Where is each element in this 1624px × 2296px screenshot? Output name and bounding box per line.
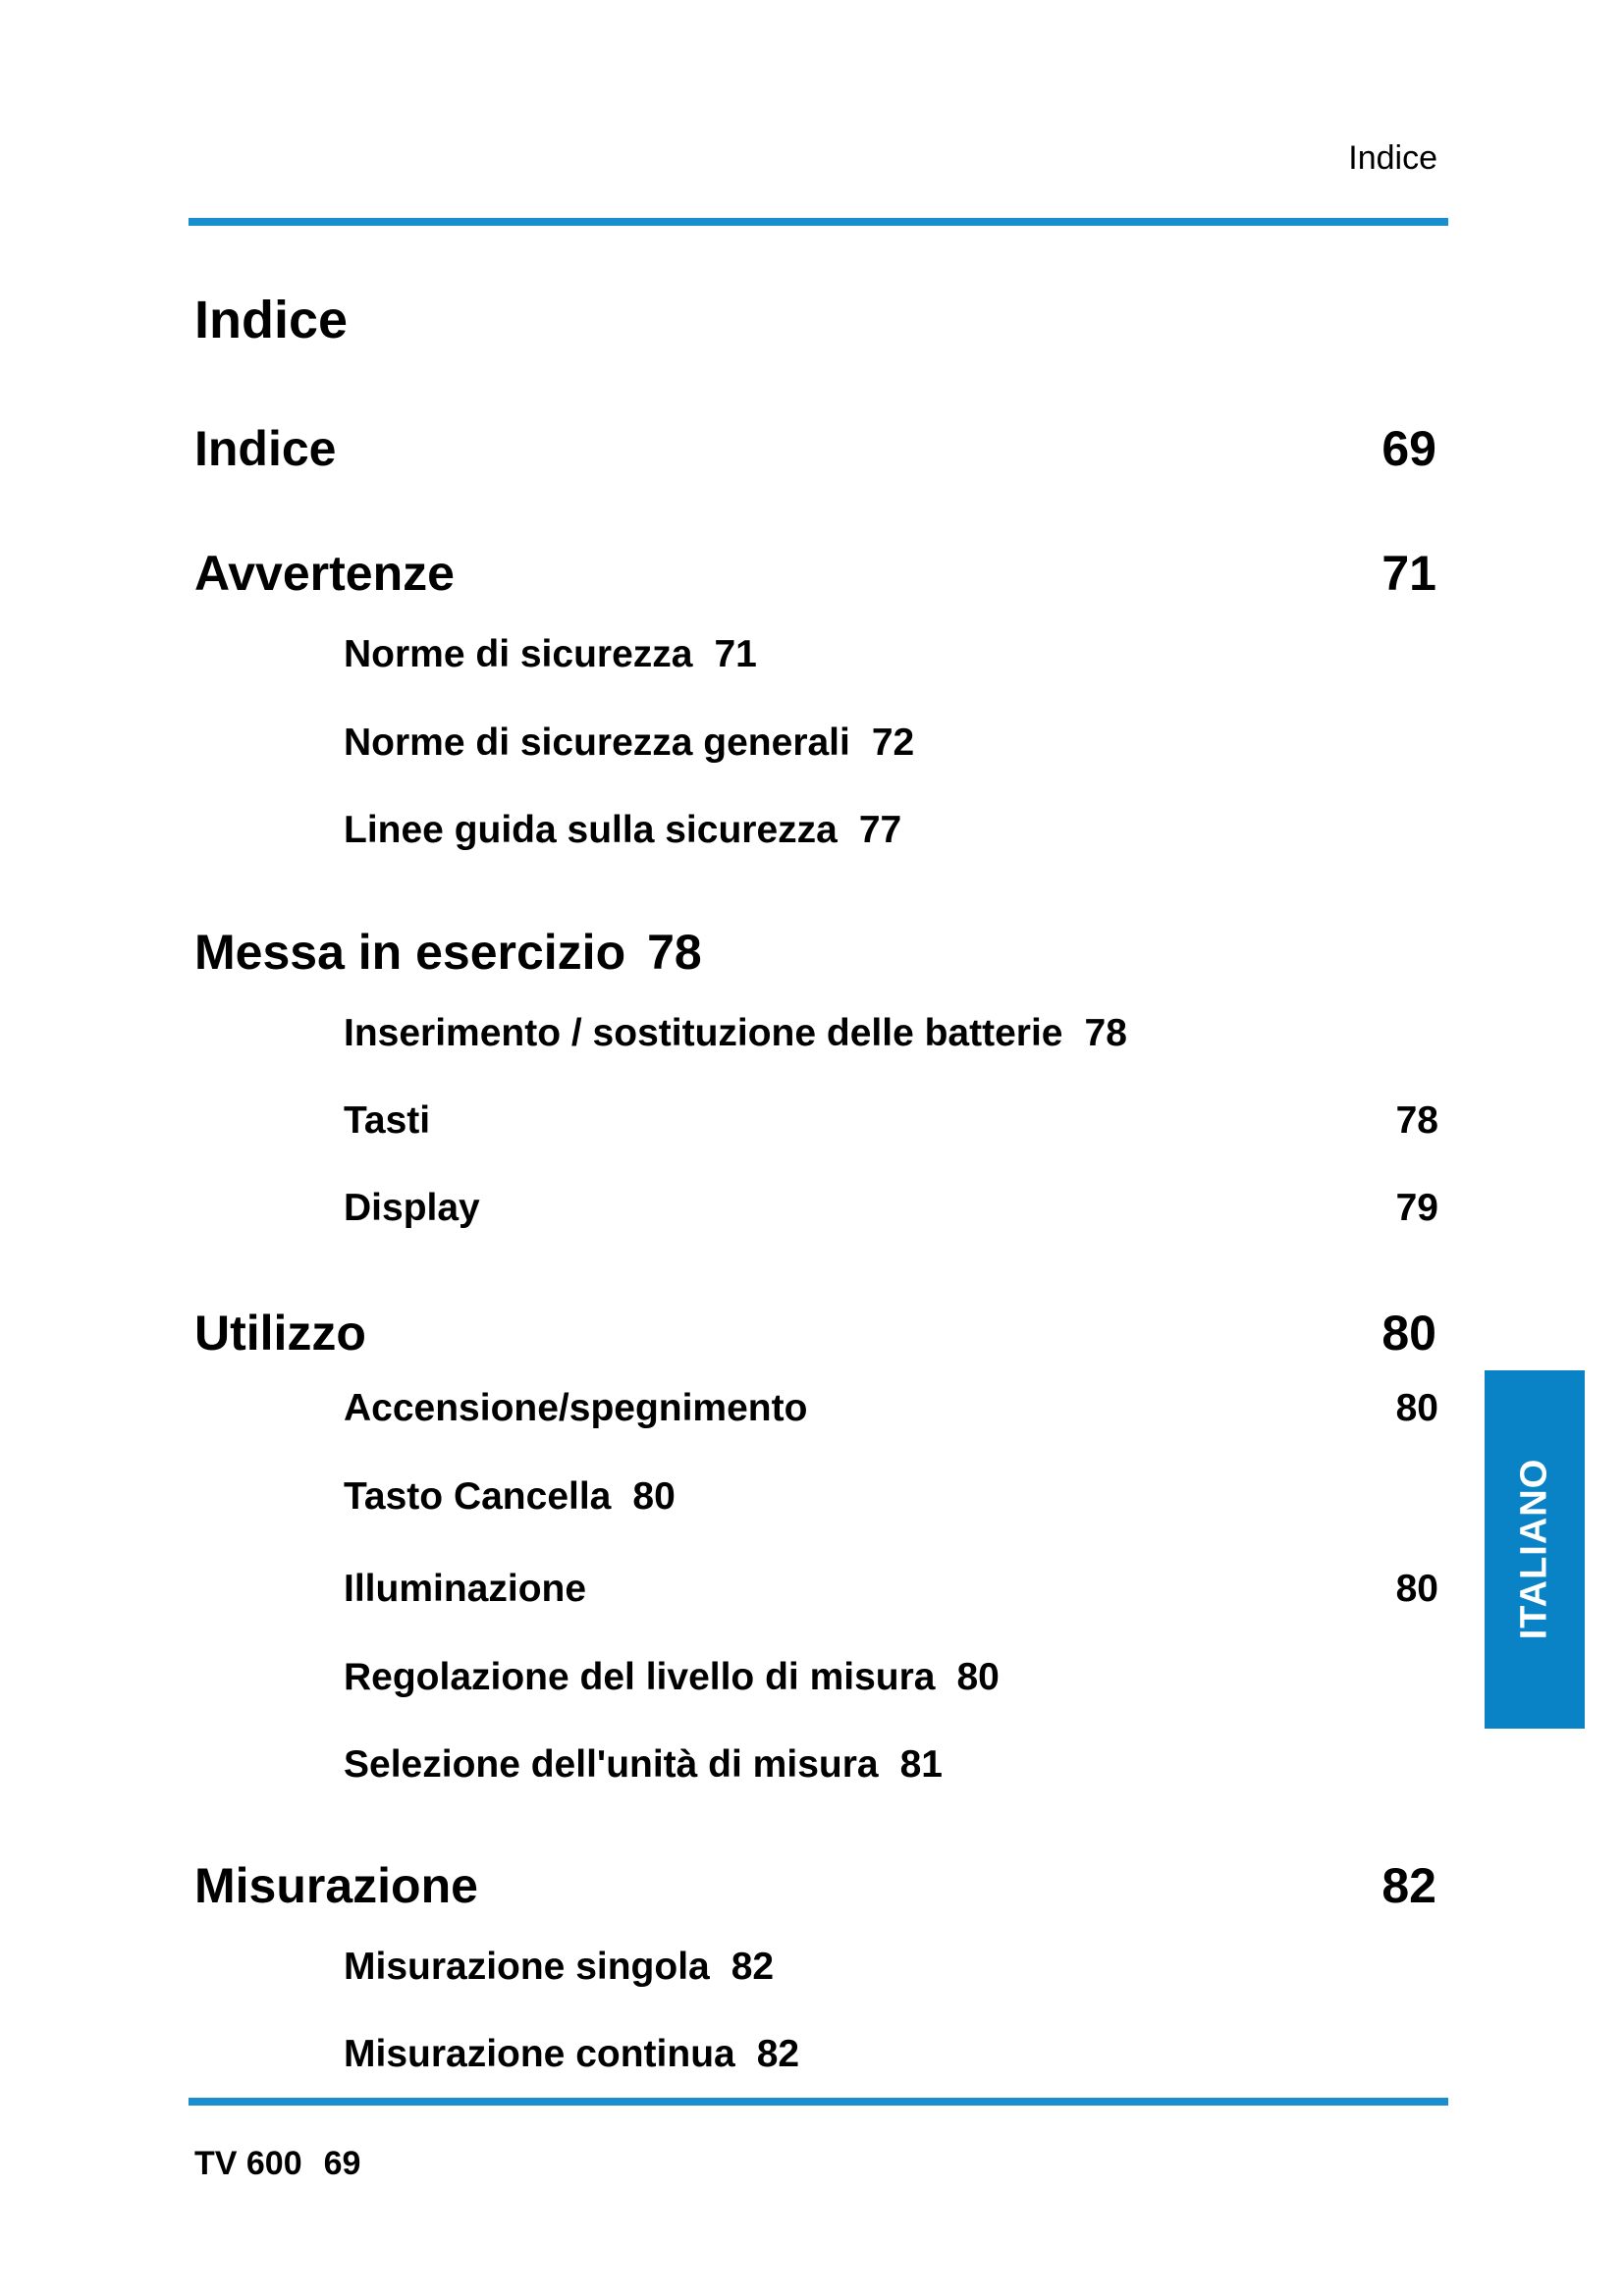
toc-subentry-norme-sicurezza[interactable] [344, 633, 1438, 676]
toc-subentry-title: Tasti [344, 1099, 431, 1142]
toc-subentry-title: Accensione/spegnimento [344, 1387, 808, 1429]
toc-subentry-label: Inserimento / sostituzione delle batterie 78 [344, 1012, 1127, 1054]
footer-model: TV 600 [194, 2145, 302, 2182]
toc-entry-title: Avvertenze [194, 546, 455, 601]
toc-entry-page: 69 [1381, 421, 1436, 476]
toc-subentry-label: Misurazione singola 82 [344, 1946, 775, 1988]
toc-subentry-linee-guida[interactable] [344, 809, 1438, 852]
toc-entry-page: 78 [647, 925, 702, 980]
page-footer [194, 2145, 360, 2183]
toc-subentry-page: 71 [714, 633, 757, 675]
toc-subentry-title: Illuminazione [344, 1568, 587, 1610]
toc-subentry-page: 80 [1395, 1568, 1438, 1610]
toc-subentry-display[interactable] [344, 1187, 1438, 1230]
toc-subentry-label: Tasto Cancella 80 [344, 1475, 676, 1518]
toc-subentry-tasti[interactable] [344, 1099, 1438, 1143]
toc-subentry-page: 81 [899, 1743, 943, 1786]
toc-entry-utilizzo[interactable] [194, 1305, 1436, 1362]
toc-entry-indice[interactable] [194, 420, 1436, 477]
toc-subentry-norme-generali[interactable] [344, 721, 1438, 765]
toc-subentry-regolazione[interactable] [344, 1656, 1438, 1699]
toc-subentry-page: 80 [956, 1656, 1000, 1698]
toc-subentry-page: 80 [632, 1475, 676, 1518]
toc-subentry-misurazione-singola[interactable] [344, 1946, 1438, 1989]
toc-entry-page: 71 [1381, 546, 1436, 601]
toc-entry-avvertenze[interactable] [194, 545, 1436, 602]
toc-subentry-misurazione-continua[interactable] [344, 2033, 1438, 2076]
toc-subentry-page: 77 [858, 809, 902, 851]
top-rule [189, 218, 1448, 226]
toc-entry-page: 82 [1381, 1858, 1436, 1913]
language-tab-label: ITALIANO [1513, 1458, 1555, 1640]
toc-subentry-page: 78 [1395, 1099, 1438, 1142]
toc-subentry-label: Misurazione continua 82 [344, 2033, 800, 2075]
toc-subentry-page: 79 [1395, 1187, 1438, 1229]
toc-subentry-title: Display [344, 1187, 480, 1229]
toc-subentry-page: 80 [1395, 1387, 1438, 1429]
toc-subentry-unita-misura[interactable] [344, 1743, 1438, 1787]
toc-entry-messa-in-esercizio[interactable] [194, 924, 1436, 981]
language-tab [1485, 1370, 1585, 1729]
toc-subentry-page: 82 [731, 1946, 775, 1988]
toc-subentry-batterie[interactable] [344, 1012, 1438, 1055]
toc-subentry-tasto-cancella[interactable] [344, 1475, 1438, 1519]
toc-subentry-page: 78 [1084, 1012, 1127, 1054]
toc-entry-misurazione[interactable] [194, 1857, 1436, 1914]
toc-subentry-label: Norme di sicurezza 71 [344, 633, 757, 675]
toc-entry-page: 80 [1381, 1306, 1436, 1361]
footer-page-number: 69 [323, 2145, 361, 2182]
toc-entry-title: Utilizzo [194, 1306, 366, 1361]
toc-subentry-label: Regolazione del livello di misura 80 [344, 1656, 1000, 1698]
toc-subentry-page: 72 [871, 721, 915, 764]
toc-subentry-accensione[interactable] [344, 1387, 1438, 1430]
toc-subentry-label: Linee guida sulla sicurezza 77 [344, 809, 902, 851]
toc-entry-label: Messa in esercizio 78 [194, 925, 702, 980]
running-header: Indice [1348, 139, 1437, 177]
toc-subentry-page: 82 [756, 2033, 800, 2075]
toc-subentry-label: Norme di sicurezza generali 72 [344, 721, 915, 764]
page-title: Indice [194, 291, 349, 349]
toc-entry-title: Misurazione [194, 1858, 478, 1913]
toc-subentry-illuminazione[interactable] [344, 1568, 1438, 1611]
toc-subentry-label: Selezione dell'unità di misura 81 [344, 1743, 943, 1786]
toc-entry-title: Indice [194, 421, 337, 476]
bottom-rule [189, 2098, 1448, 2106]
